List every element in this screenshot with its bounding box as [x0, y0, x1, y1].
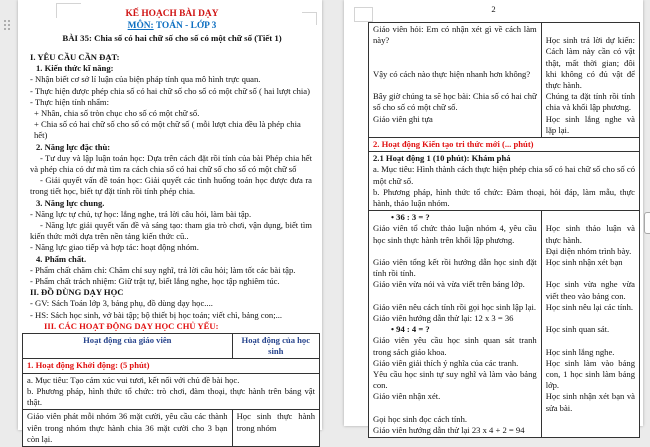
hs-paragraph: Học sinh trả lời dự kiến: Cách làm này cần có vật thật, mất thời gian; đôi khi không có đủ vật để thực hành.: [545, 35, 635, 90]
teacher-cell: [23, 410, 233, 446]
gv-paragraph: Giáo viên ghi tựa: [373, 113, 433, 124]
paragraph: - Thực hiện tính nhẩm:: [30, 96, 109, 107]
spacer: [373, 58, 537, 69]
paragraph: - GV: Sách Toán lớp 3, bảng phụ, đồ dùng dạy học....: [30, 298, 213, 309]
spacer: [373, 291, 537, 302]
paragraph: - Năng lực giao tiếp và hợp tác: hoạt động nhóm.: [30, 242, 199, 253]
hs-paragraph: Học sinh vừa nghe vừa viết theo vào bảng con.: [545, 279, 635, 301]
teacher-cell: [369, 211, 542, 437]
student-cell: [233, 410, 319, 446]
activity-details: [23, 374, 319, 410]
paragraph: + Nhân, chia số tròn chục cho số có một chữ số.: [34, 108, 200, 119]
gv-paragraph: Giáo viên hướng dẫn thử lại 23 x 4 + 2 = 94: [373, 425, 525, 436]
paragraph: - Phẩm chất trách nhiệm: Giữ trật tự, biết lắng nghe, học tập nghiêm túc.: [30, 276, 280, 287]
document-page-2: [344, 0, 643, 436]
gv-paragraph: Giáo viên nêu cách tính rồi gọi học sinh lập lại.: [373, 301, 537, 312]
gv-paragraph: Giáo viên phát mỗi nhóm 36 mặt cười, yêu cầu các thành viên trong nhóm thực hành chia 36 mặt cười cho 3 bạn còn lại.: [27, 411, 228, 444]
gv-paragraph: Giáo viên yêu cầu học sinh quan sát tranh trong sách giáo khoa.: [373, 335, 537, 357]
hs-paragraph: Học sinh nhận xét bạn: [545, 257, 623, 268]
table-row: [369, 151, 639, 210]
paragraph: b. Phương pháp, hình thức tổ chức: Đàm thoại, hỏi đáp, làm mẫu, thực hành, thảo luận nhóm.: [373, 186, 635, 209]
paragraph: - Thực hiện được phép chia số có hai chữ số cho số có một chữ số ( hai lượt chia): [30, 85, 310, 96]
drag-handle-icon[interactable]: [4, 20, 12, 31]
spacer: [373, 46, 537, 57]
gv-paragraph: Giáo viên tổ chức thảo luận nhóm 4, yêu cầu học sinh thực hành trên khối lập phương.: [373, 223, 537, 245]
math-problem: • 94 : 4 = ?: [391, 324, 430, 335]
paragraph: - Tư duy và lập luận toán học: Dựa trên cách đặt rồi tính của bài Phép chia hết và phép chia có dư mà tìm ra cách chia số có hai chữ số cho số có một chữ số: [30, 152, 312, 175]
paragraph: b. Phương pháp, hình thức tổ chức: trò chơi, đàm thoại, thực hành trên bảng vật thật.: [27, 385, 315, 408]
section-heading: I. YÊU CẦU CẦN ĐẠT:: [30, 52, 120, 62]
sub-heading: 2. Năng lực đặc thù:: [36, 141, 111, 152]
hs-paragraph: Học sinh lắng nghe và lặp lại.: [545, 113, 635, 135]
paragraph: - HS: Sách học sinh, vở bài tập; bộ thiết bị học toán; viết chì, bảng con;...: [30, 309, 283, 320]
math-problem: • 36 : 3 = ?: [391, 212, 430, 223]
spacer: [546, 313, 635, 324]
activity-details: [369, 152, 639, 210]
page-number: 2: [491, 4, 496, 14]
table-row: [23, 409, 319, 446]
paragraph: a. Mục tiêu: Tạo cảm xúc vui tươi, kết nối với chủ đề bài học.: [27, 374, 240, 385]
table-row: [369, 23, 639, 137]
hs-paragraph: Học sinh quan sát.: [545, 324, 610, 335]
sub-heading: 4. Phẩm chất.: [36, 253, 87, 264]
paragraph: + Chia số có hai chữ số cho số có một chữ số ( mỗi lượt chia đều là phép chia hết): [34, 119, 301, 141]
hs-paragraph: Học sinh làm vào bảng con, 1 học sinh làm bảng lớp.: [545, 357, 635, 391]
doc-title: KẾ HOẠCH BÀI DẠY: [125, 9, 219, 19]
paragraph: - Năng lực tự chủ, tự học: lắng nghe, trả lời câu hỏi, làm bài tập.: [30, 208, 252, 219]
spacer: [546, 24, 635, 35]
doc-subtitle: [30, 20, 314, 32]
page-corner-mark: [354, 7, 373, 22]
table-row: [369, 210, 639, 437]
hs-paragraph: Học sinh nhận xét bạn và sửa bài.: [545, 391, 635, 413]
gv-paragraph: Giáo viên giải thích ý nghĩa của các tranh.: [373, 357, 519, 368]
gv-paragraph: Giáo viên nhận xét.: [373, 391, 441, 402]
paragraph: - Giải quyết vấn đề toán học: Giải quyết các tình huống toán học được đưa ra trong tiết học, biết tự đặt tính rồi tính phép chia.: [30, 175, 312, 197]
scroll-thumb[interactable]: [644, 212, 650, 234]
section-heading-activities: III. CÁC HOẠT ĐỘNG DẠY HỌC CHỦ YẾU:: [44, 320, 219, 331]
doc-subtitle-grade: TOÁN - LỚP 3: [153, 21, 217, 31]
hs-paragraph: Chúng ta đặt tính rồi tính chia và khối lập phương.: [545, 91, 635, 113]
sub-heading: 3. Năng lực chung.: [36, 197, 105, 208]
section-heading: II. ĐỒ DÙNG DẠY HỌC: [30, 287, 124, 298]
spacer: [373, 80, 537, 91]
table-row: [23, 358, 319, 372]
spacer: [546, 268, 635, 279]
paragraph: a. Mục tiêu: Hình thành cách thực hiện phép chia số có hai chữ số cho số có một chữ số.: [373, 164, 635, 186]
gv-paragraph: Giáo viên hỏi: Em có nhận xét gì về cách làm này?: [373, 24, 537, 46]
activities-table-continued: [368, 22, 640, 438]
page-corner-mark: [56, 3, 81, 18]
hs-paragraph: Học sinh lắng nghe.: [545, 346, 615, 357]
document-page-1: [18, 0, 322, 444]
gv-paragraph: Yêu cầu học sinh tự suy nghĩ và làm vào bảng con.: [373, 369, 537, 391]
activities-table: [22, 333, 320, 447]
page-corner-mark: [302, 12, 317, 25]
column-header-teacher: Hoạt động của giáo viên: [23, 334, 233, 358]
sub-activity-title: 2.1 Hoạt động 1 (10 phút): Khám phá: [373, 153, 511, 164]
spacer: [373, 246, 537, 257]
teacher-cell: [369, 23, 542, 137]
gv-paragraph: Vậy có cách nào thực hiện nhanh hơn không?: [373, 68, 531, 79]
hs-paragraph: Đại diện nhóm trình bày.: [545, 245, 632, 256]
table-row: [369, 137, 639, 151]
spacer: [546, 212, 635, 223]
table-header-row: [23, 334, 319, 358]
hs-paragraph: Học sinh thực hành trong nhóm: [236, 411, 315, 433]
activity-title: 1. Hoạt động Khởi động: (5 phút): [27, 360, 150, 371]
sub-heading: 1. Kiến thức kĩ năng:: [36, 63, 114, 74]
gv-paragraph: Gọi học sinh đọc cách tính.: [373, 413, 468, 424]
student-cell: [542, 211, 639, 437]
gv-paragraph: Giáo viên hướng dẫn thử lại: 12 x 3 = 36: [373, 313, 514, 324]
paragraph: - Phẩm chất chăm chỉ: Chăm chỉ suy nghĩ, trả lời câu hỏi; làm tốt các bài tập.: [30, 264, 296, 275]
hs-paragraph: Học sinh thảo luận và thực hành.: [545, 223, 635, 245]
paragraph: - Nhận biết cơ sở lí luận của biện pháp tính qua mô hình trực quan.: [30, 74, 261, 85]
table-row: [23, 373, 319, 410]
spacer: [546, 335, 635, 346]
doc-subtitle-subject: MÔN:: [127, 21, 154, 31]
spacer: [373, 403, 537, 414]
activity-title: 2. Hoạt động Kiến tạo tri thức mới (... phút): [373, 139, 534, 150]
hs-paragraph: Học sinh nêu lại các tính.: [545, 301, 634, 312]
gv-paragraph: Giáo viên tổng kết rồi hướng dẫn học sinh đặt tính rồi tính.: [373, 257, 537, 279]
column-header-student: Hoạt động của học sinh: [241, 335, 311, 357]
gv-paragraph: Giáo viên vừa nói và vừa viết trên bảng lớp.: [373, 279, 525, 290]
paragraph: - Năng lực giải quyết vấn đề và sáng tạo: tham gia trò chơi, vận dụng, biết tìm kiến thức mới dựa trên nền tảng kiến thức cũ..: [30, 220, 312, 242]
lesson-title: BÀI 35: Chia số có hai chữ số cho số có một chữ số (Tiết 1): [62, 33, 282, 43]
gv-paragraph: Bây giờ chúng ta sẽ học bài: Chia số có hai chữ số cho số có một chữ số.: [373, 91, 537, 113]
student-cell: [542, 23, 639, 137]
